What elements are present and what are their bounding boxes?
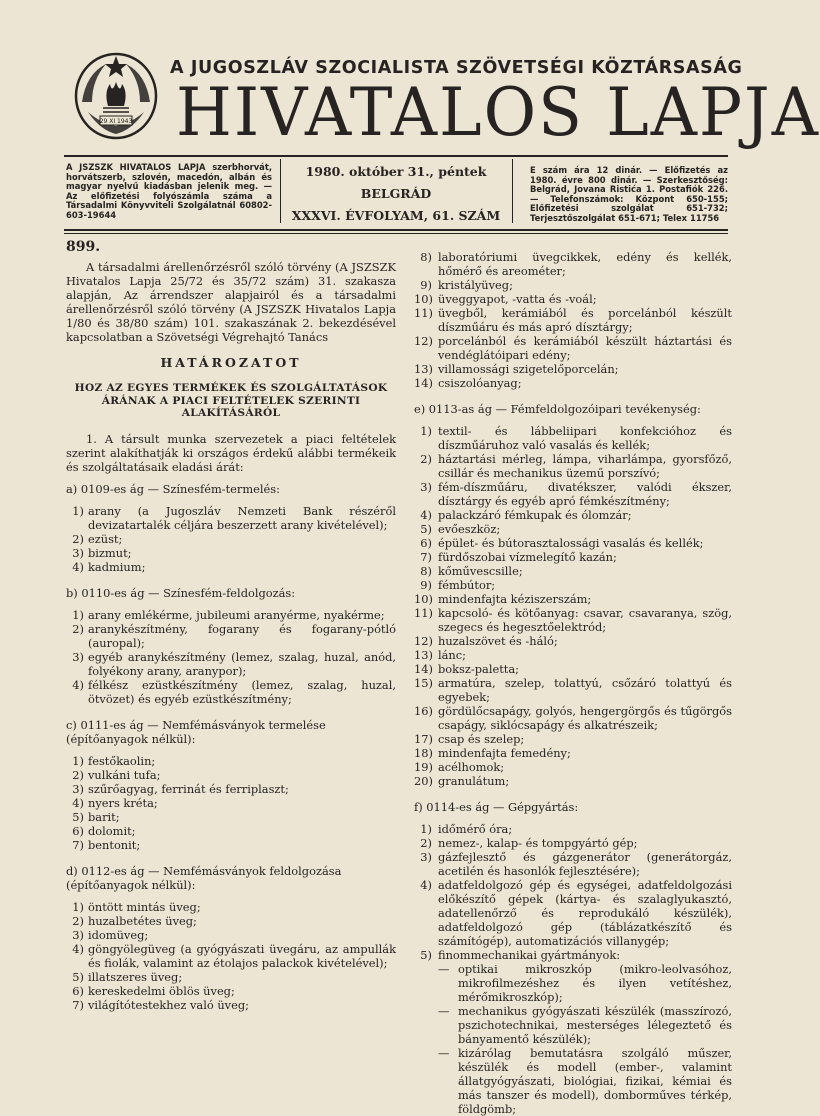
- header-divider-right: [512, 159, 513, 223]
- list-item: 3) gázfejlesztő és gázgenerátor (generátorgáz, acetilén és hasonlók fejlesztésére);: [420, 850, 732, 878]
- list-item: 4) félkész ezüstkészítmény (lemez, szalag, huzal, ötvözet) és egyéb ezüstkészítmény;: [72, 677, 396, 706]
- list-item: 6) kereskedelmi öblös üveg;: [72, 983, 235, 998]
- list-item: — kizárólag bemutatásra szolgáló műszer, készülék és modell (ember-, valamint állatgyógyászati, biológiai, fizikai, kémiai és más tanszer és modell), domborműves térkép, földgömb;: [438, 1046, 732, 1116]
- list-item: 3) idomüveg;: [72, 927, 149, 942]
- section-d-heading: d) 0112-es ág — Nemfémásványok feldolgozása (építőanyagok nélkül):: [66, 863, 342, 892]
- list-item: 1) arany (a Jugoszláv Nemzeti Bank részéről devizatartalék céljára beszerzett arany kivételével);: [72, 503, 396, 532]
- list-item: 5) evőeszköz;: [420, 522, 501, 536]
- list-item: 2) ezüst;: [72, 531, 123, 546]
- list-item: 6) dolomit;: [72, 823, 136, 838]
- section-f5-sublist: [438, 962, 732, 1116]
- list-item: 10) mindenfajta kéziszerszám;: [414, 592, 592, 606]
- list-item: 9) fémbútor;: [420, 578, 496, 592]
- list-item: 8) laboratóriumi üvegcikkek, edény és kellék, hőmérő és areométer;: [420, 250, 732, 278]
- header-right-info: E szám ára 12 dinár. — Előfizetés az 1980. évre 800 dinár. — Szerkesztőség: Belgrád, Jovana Ristića 1. Postafiók 226. — Telefonszámok: Központ 650-155; Előfizetési szolgálat 651-732; Terjesztőszolgálat 651-671; Telex 11756: [530, 165, 728, 223]
- list-item: 12) huzalszövet és -háló;: [414, 634, 558, 648]
- list-item: 4) nyers kréta;: [72, 795, 158, 810]
- issue-city: BELGRÁD: [360, 186, 432, 201]
- section-d-list: [66, 900, 396, 1012]
- list-item: 7) világítótestekhez való üveg;: [72, 997, 249, 1012]
- list-item: 2) aranykészítmény, fogarany és fogarany-pótló (auropal);: [72, 621, 396, 650]
- section-e-heading: e) 0113-as ág — Fémfeldolgozóipari tevékenység:: [414, 402, 701, 416]
- masthead-title: HIVATALOS LAPJA: [176, 74, 820, 152]
- section-b-heading: b) 0110-es ág — Színesfém-feldolgozás:: [66, 585, 296, 600]
- list-item: 8) kőművescsille;: [420, 564, 523, 578]
- list-item: 7) fürdőszobai vízmelegítő kazán;: [420, 550, 617, 564]
- list-item: 15) armatúra, szelep, tolattyú, csőzáró tolattyú és egyebek;: [414, 676, 732, 704]
- list-item: 5) finommechanikai gyártmányok:: [420, 948, 621, 962]
- list-item: — mechanikus gyógyászati készülék (masszírozó, pszichotechnikai, mesterséges lélegeztető és bányamentő készülék);: [438, 1004, 732, 1046]
- list-item: 4) adatfeldolgozó gép és egységei, adatfeldolgozási előkészítő gépek (kártya- és szalaglyukasztó, adatellenőrző és reprodukáló készülék), adatfeldolgozó gép (táblázatkészítő és számítógép), automatizációs villanygép;: [420, 878, 732, 948]
- right-column: [414, 250, 732, 1116]
- list-item: 6) épület- és bútorasztalossági vasalás és kellék;: [420, 536, 704, 550]
- state-emblem: [70, 46, 162, 146]
- list-item: 3) bizmut;: [72, 545, 132, 560]
- decree-intro: A társadalmi árellenőrzésről szóló törvény (A JSZSZK Hivatalos Lapja 25/72 és 35/72 szám) 31. szakasza alapján, Az árrendszer alapjairól és a társadalmi árellenőrzésről szóló törvény (A JSZSZK Hivatalos Lapja 1/80 és 38/80 szám) 101. szakaszának 2. bekezdésével kapcsolatban a Szövetségi Végrehajtó Tanács: [66, 260, 396, 344]
- section-f-list: [414, 822, 732, 962]
- header-issue-info: [286, 164, 506, 230]
- list-item: 1) arany emlékérme, jubileumi aranyérme, nyakérme;: [72, 607, 385, 622]
- decree-number: 899.: [66, 239, 101, 255]
- list-item: 2) huzalbetétes üveg;: [72, 913, 197, 928]
- issue-volume: XXXVI. ÉVFOLYAM, 61. SZÁM: [291, 208, 501, 223]
- list-item: 13) lánc;: [414, 648, 466, 662]
- list-item: — optikai mikroszkóp (mikro-leolvasóhoz, mikrofilmezéshez és ilyen vetítéshez, mérőmikroszkóp);: [438, 962, 732, 1004]
- list-item: 1) időmérő óra;: [420, 822, 513, 836]
- list-item: 13) villamossági szigetelőporcelán;: [414, 362, 619, 376]
- emblem-date: 29 XI 1943: [99, 118, 133, 125]
- list-item: 9) kristályüveg;: [420, 278, 513, 292]
- list-item: 2) nemez-, kalap- és tompgyártó gép;: [420, 836, 638, 850]
- section-a-heading: a) 0109-es ág — Színesfém-termelés:: [66, 481, 280, 496]
- list-item: 14) boksz-paletta;: [414, 662, 519, 676]
- list-item: 1) festőkaolin;: [72, 753, 156, 768]
- list-item: 3) szűrőagyag, ferrinát és ferriplaszt;: [72, 781, 289, 796]
- header-divider-left: [280, 159, 281, 223]
- list-item: 3) fém-díszműáru, divatékszer, valódi ékszer, dísztárgy és egyéb apró fémkészítmény;: [420, 480, 732, 508]
- decree-paragraph-1: 1. A társult munka szervezetek a piaci feltételek szerint alakíthatják ki országos érdekű alábbi termékeik és szolgáltatásaik eladási árát:: [66, 431, 396, 474]
- decree-heading: HATÁROZATOT: [160, 355, 302, 370]
- list-item: 2) vulkáni tufa;: [72, 767, 161, 782]
- list-item: 18) mindenfajta femedény;: [414, 746, 571, 760]
- section-f-heading: f) 0114-es ág — Gépgyártás:: [414, 800, 579, 814]
- list-item: 1) textil- és lábbeliipari konfekcióhoz és díszműáruhoz való vasalás és kellék;: [420, 424, 732, 452]
- left-column: [66, 240, 396, 1012]
- list-item: 10) üveggyapot, -vatta és -voál;: [414, 292, 597, 306]
- list-item: 12) porcelánból és kerámiából készült háztartási és vendéglátóipari edény;: [414, 334, 732, 362]
- list-item: 11) kapcsoló- és kötőanyag: csavar, csavaranya, szög, szegecs és hegesztőelektród;: [414, 606, 732, 634]
- header-left-info: A JSZSZK HIVATALOS LAPJA szerbhorvát, horvátszerb, szlovén, macedón, albán és magyar nyelvű kiadásban jelenik meg. — Az előfizetési folyószámla száma a Társadalmi Könyvviteli Szolgálatnál 60802-603-19644: [66, 162, 272, 220]
- section-c-heading: c) 0111-es ág — Nemfémásványok termelése (építőanyagok nélkül):: [66, 717, 326, 746]
- section-c-list: [66, 754, 396, 852]
- list-item: 4) palackzáró fémkupak és ólomzár;: [420, 508, 632, 522]
- section-a-list: [66, 504, 396, 574]
- section-b-list: [66, 608, 396, 706]
- masthead-subtitle: A JUGOSZLÁV SZOCIALISTA SZÖVETSÉGI KÖZTÁRSASÁG: [170, 58, 743, 78]
- header-rule-bottom: [64, 229, 728, 231]
- list-item: 14) csiszolóanyag;: [414, 376, 522, 390]
- list-item: 11) üvegből, kerámiából és porcelánból készült díszműáru és más apró dísztárgy;: [414, 306, 732, 334]
- decree-subheading: HOZ AZ EGYES TERMÉKEK ÉS SZOLGÁLTATÁSOK ÁRÁNAK A PIACI FELTÉTELEK SZERINTI ALAKÍTÁSÁRÓL: [74, 382, 388, 419]
- section-d-list-continued: [414, 250, 732, 390]
- list-item: 2) háztartási mérleg, lámpa, viharlámpa, gyorsfőző, csillár és mechanikus üzemű porszívó;: [420, 452, 732, 480]
- list-item: 4) göngyölegüveg (a gyógyászati üvegáru, az ampullák és fiolák, valamint az étolajos palackok kivételével);: [72, 941, 396, 970]
- header-rule-bottom-thin: [64, 233, 728, 234]
- list-item: 1) öntött mintás üveg;: [72, 899, 201, 914]
- list-item: 19) acélhomok;: [414, 760, 505, 774]
- section-e-list: [414, 424, 732, 788]
- list-item: 3) egyéb aranykészítmény (lemez, szalag, huzal, anód, folyékony arany, aranypor);: [72, 649, 396, 678]
- list-item: 5) barit;: [72, 809, 120, 824]
- header-rule-top: [64, 155, 728, 157]
- list-item: 4) kadmium;: [72, 559, 146, 574]
- list-item: 17) csap és szelep;: [414, 732, 525, 746]
- issue-date: 1980. október 31., péntek: [305, 164, 487, 179]
- list-item: 16) gördülőcsapágy, golyós, hengergörgős és tűgörgős csapágy, siklócsapágy és alkatrészeik;: [414, 704, 732, 732]
- list-item: 5) illatszeres üveg;: [72, 969, 183, 984]
- list-item: 7) bentonit;: [72, 837, 141, 852]
- list-item: 20) granulátum;: [414, 774, 510, 788]
